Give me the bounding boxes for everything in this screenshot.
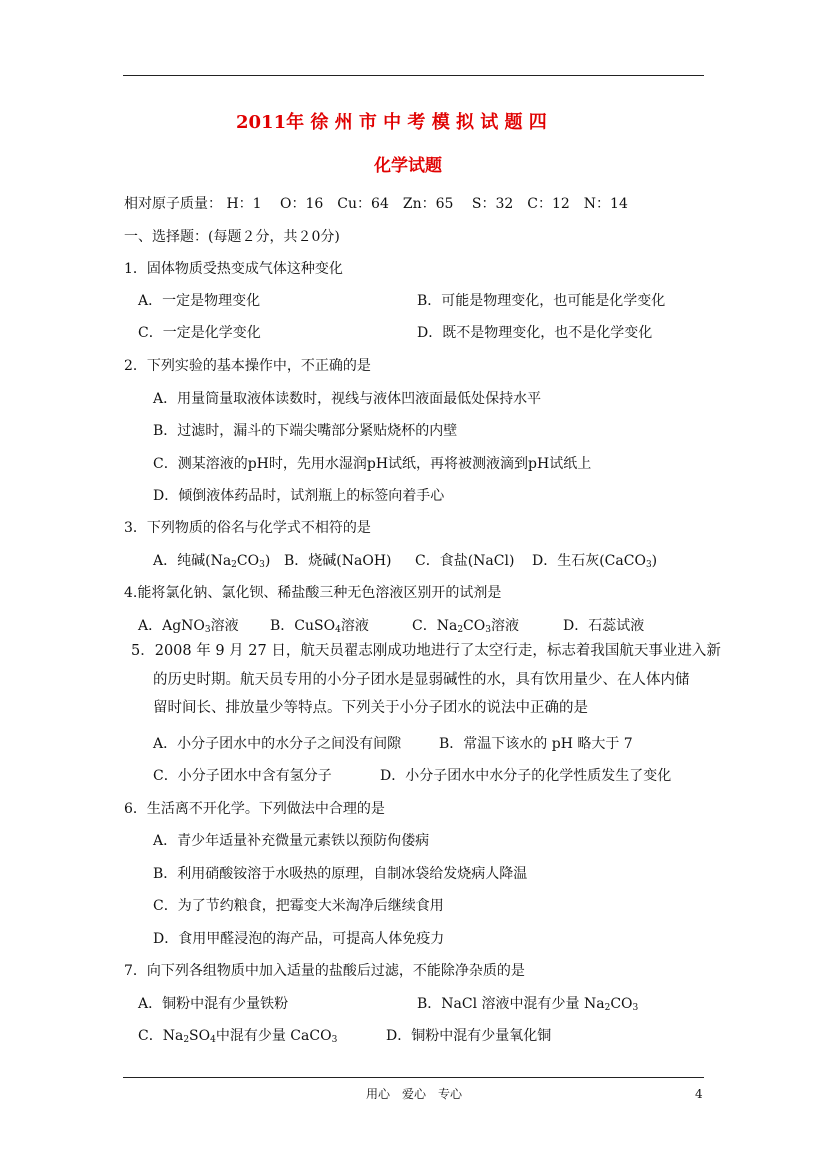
- question-1-option-d: D．既不是物理变化，也不是化学变化: [417, 325, 653, 341]
- section-heading: 一、选择题：(每题２分，共２0分): [124, 229, 340, 245]
- question-5-stem-line-3: 留时间长、排放量少等特点。下列关于小分子团水的说法中正确的是: [153, 700, 588, 716]
- footer-rule: [123, 1077, 704, 1078]
- question-7-option-a: A．铜粉中混有少量铁粉: [138, 996, 289, 1012]
- question-5-option-d: D．小分子团水中水分子的化学性质发生了变化: [380, 768, 672, 784]
- page-subtitle: 化学试题: [374, 156, 442, 176]
- page-title: 2011年 徐 州 市 中 考 模 拟 试 题 四: [236, 112, 547, 133]
- question-6-option-c: C．为了节约粮食，把霉变大米淘净后继续食用: [153, 898, 444, 914]
- question-3-option-c: C．食盐(NaCl): [415, 553, 515, 569]
- question-3-option-a: A．纯碱$(Na_2CO_3)$: [153, 553, 271, 570]
- question-6-option-d: D．食用甲醛浸泡的海产品，可提高人体免疫力: [153, 931, 445, 947]
- page-number: 4: [695, 1087, 703, 1101]
- question-7-option-c: C．$Na_2SO_4$中混有少量 CaCO$_3$: [138, 1028, 338, 1045]
- atomic-mass: 相对原子质量： H：1 O：16 Cu：64 Zn：65 S：32 C：12 N：14: [124, 196, 628, 212]
- question-6-stem: 6．生活离不开化学。下列做法中合理的是: [124, 801, 385, 817]
- question-7-stem: 7．向下列各组物质中加入适量的盐酸后过滤，不能除净杂质的是: [124, 963, 525, 979]
- question-7-option-d: D．铜粉中混有少量氧化铜: [386, 1028, 552, 1044]
- question-5-stem-line-1: 5．2008 年 9 月 27 日，航天员翟志刚成功地进行了太空行走，标志着我国航天事业进入新: [131, 643, 721, 659]
- question-4-option-d: D．石蕊试液: [563, 618, 645, 634]
- question-5-option-a: A．小分子团水中的水分子之间没有间隙: [153, 736, 402, 752]
- question-1-option-c: C．一定是化学变化: [138, 325, 261, 341]
- question-2-option-c: C．测某溶液的pH时，先用水湿润pH试纸，再将被测液滴到pH试纸上: [153, 456, 592, 472]
- question-2-stem: 2．下列实验的基本操作中，不正确的是: [124, 358, 371, 374]
- question-2-option-a: A．用量筒量取液体读数时，视线与液体凹液面最低处保持水平: [153, 391, 542, 407]
- question-4-option-a: A．AgNO$_3$溶液: [138, 618, 239, 635]
- question-6-option-b: B．利用硝酸铵溶于水吸热的原理，自制冰袋给发烧病人降温: [153, 866, 528, 882]
- question-7-option-b: B．NaCl 溶液中混有少量 $Na_2CO_3$: [417, 996, 639, 1013]
- question-3-option-d: D．生石灰(CaCO$_3$): [532, 553, 658, 570]
- question-1-option-a: A．一定是物理变化: [138, 293, 261, 309]
- question-4-stem: 4.能将氯化钠、氯化钡、稀盐酸三种无色溶液区别开的试剂是: [124, 585, 502, 601]
- question-3-stem: 3．下列物质的俗名与化学式不相符的是: [124, 520, 371, 536]
- question-2-option-b: B．过滤时，漏斗的下端尖嘴部分紧贴烧杯的内壁: [153, 423, 458, 439]
- header-rule: [123, 75, 704, 76]
- question-3-option-b: B．烧碱(NaOH): [284, 553, 392, 569]
- footer-motto: 用心 爱心 专心: [366, 1087, 463, 1101]
- question-1-stem: 1．固体物质受热变成气体这种变化: [124, 261, 343, 277]
- question-6-option-a: A．青少年适量补充微量元素铁以预防佝偻病: [153, 833, 430, 849]
- question-5-stem-line-2: 的历史时期。航天员专用的小分子团水是显弱碱性的水，具有饮用量少、在人体内储: [153, 672, 690, 688]
- question-2-option-d: D．倾倒液体药品时，试剂瓶上的标签向着手心: [153, 488, 445, 504]
- question-4-option-c: C．$Na_2CO_3$溶液: [412, 618, 519, 635]
- question-5-option-c: C．小分子团水中含有氢分子: [153, 768, 332, 784]
- question-1-option-b: B．可能是物理变化，也可能是化学变化: [417, 293, 666, 309]
- question-5-option-b: B．常温下该水的 pH 略大于 7: [439, 736, 633, 752]
- question-4-option-b: B．CuSO$_4$溶液: [270, 618, 369, 635]
